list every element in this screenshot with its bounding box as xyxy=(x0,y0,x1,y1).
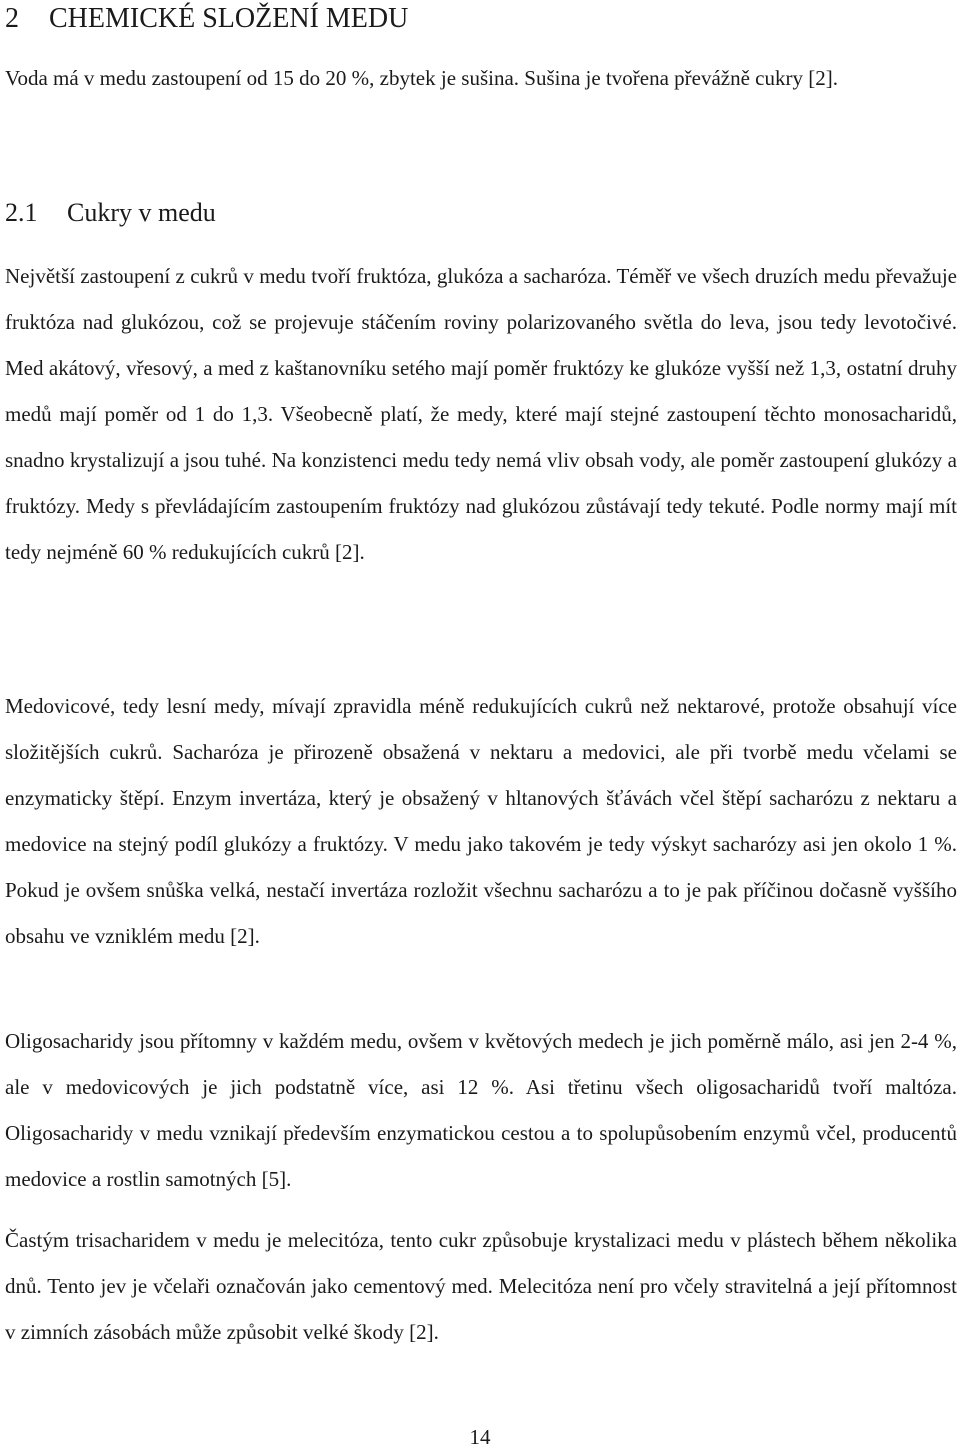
section-heading xyxy=(5,198,216,228)
paragraph-oligosaccharides: Oligosacharidy jsou přítomny v každém medu, ovšem v květových medech je jich poměrně málo, asi jen 2-4 %, ale v medovicových je jich podstatně více, asi 12 %. Asi třetinu všech oligosacharidů tvoří maltóza. Oligosacharidy v medu vznikají především enzymatickou cestou a to spolupůsobením enzymů včel, producentů medovice a rostlin samotných [5]. xyxy=(5,1029,957,1191)
chapter-number: 2 xyxy=(5,3,19,34)
section-title: Cukry v medu xyxy=(67,198,216,227)
chapter-title: CHEMICKÉ SLOŽENÍ MEDU xyxy=(49,3,409,34)
page-number: 14 xyxy=(469,1425,491,1449)
paragraph-melecitose: Častým trisacharidem v medu je melecitóza, tento cukr způsobuje krystalizaci medu v plástech během několika dnů. Tento jev je včelaři označován jako cementový med. Melecitóza není pro včely stravitelná a její přítomnost v zimních zásobách může způsobit velké škody [2]. xyxy=(5,1228,957,1344)
paragraph-honeydew: Medovicové, tedy lesní medy, mívají zpravidla méně redukujících cukrů než nektarové, protože obsahují více složitějších cukrů. Sacharóza je přirozeně obsažená v nektaru a medovici, ale při tvorbě medu včelami se enzymaticky štěpí. Enzym invertáza, který je obsažený v hltanových šťávách včel štěpí sacharózu z nektaru a medovice na stejný podíl glukózy a fruktózy. V medu jako takovém je tedy výskyt sacharózy asi jen okolo 1 %. Pokud je ovšem snůška velká, nestačí invertáza rozložit všechnu sacharózu a to je pak příčinou dočasně vyššího obsahu ve vzniklém medu [2]. xyxy=(5,694,957,948)
paragraph-sugars: Největší zastoupení z cukrů v medu tvoří fruktóza, glukóza a sacharóza. Téměř ve všech druzích medu převažuje fruktóza nad glukózou, což se projevuje stáčením roviny polarizovaného světla do leva, jsou tedy levotočivé. Med akátový, vřesový, a med z kaštanovníku setého mají poměr fruktózy ke glukóze vyšší než 1,3, ostatní druhy medů mají poměr od 1 do 1,3. Všeobecně platí, že medy, které mají stejné zastoupení těchto monosacharidů, snadno krystalizují a jsou tuhé. Na konzistenci medu tedy nemá vliv obsah vody, ale poměr zastoupení glukózy a fruktózy. Medy s převládajícím zastoupením fruktózy nad glukózou zůstávají tedy tekuté. Podle normy mají mít tedy nejméně 60 % redukujících cukrů [2]. xyxy=(5,264,957,564)
section-number: 2.1 xyxy=(5,198,38,227)
chapter-heading xyxy=(5,3,408,35)
intro-paragraph: Voda má v medu zastoupení od 15 do 20 %, zbytek je sušina. Sušina je tvořena převážně cukry [2]. xyxy=(5,66,838,90)
